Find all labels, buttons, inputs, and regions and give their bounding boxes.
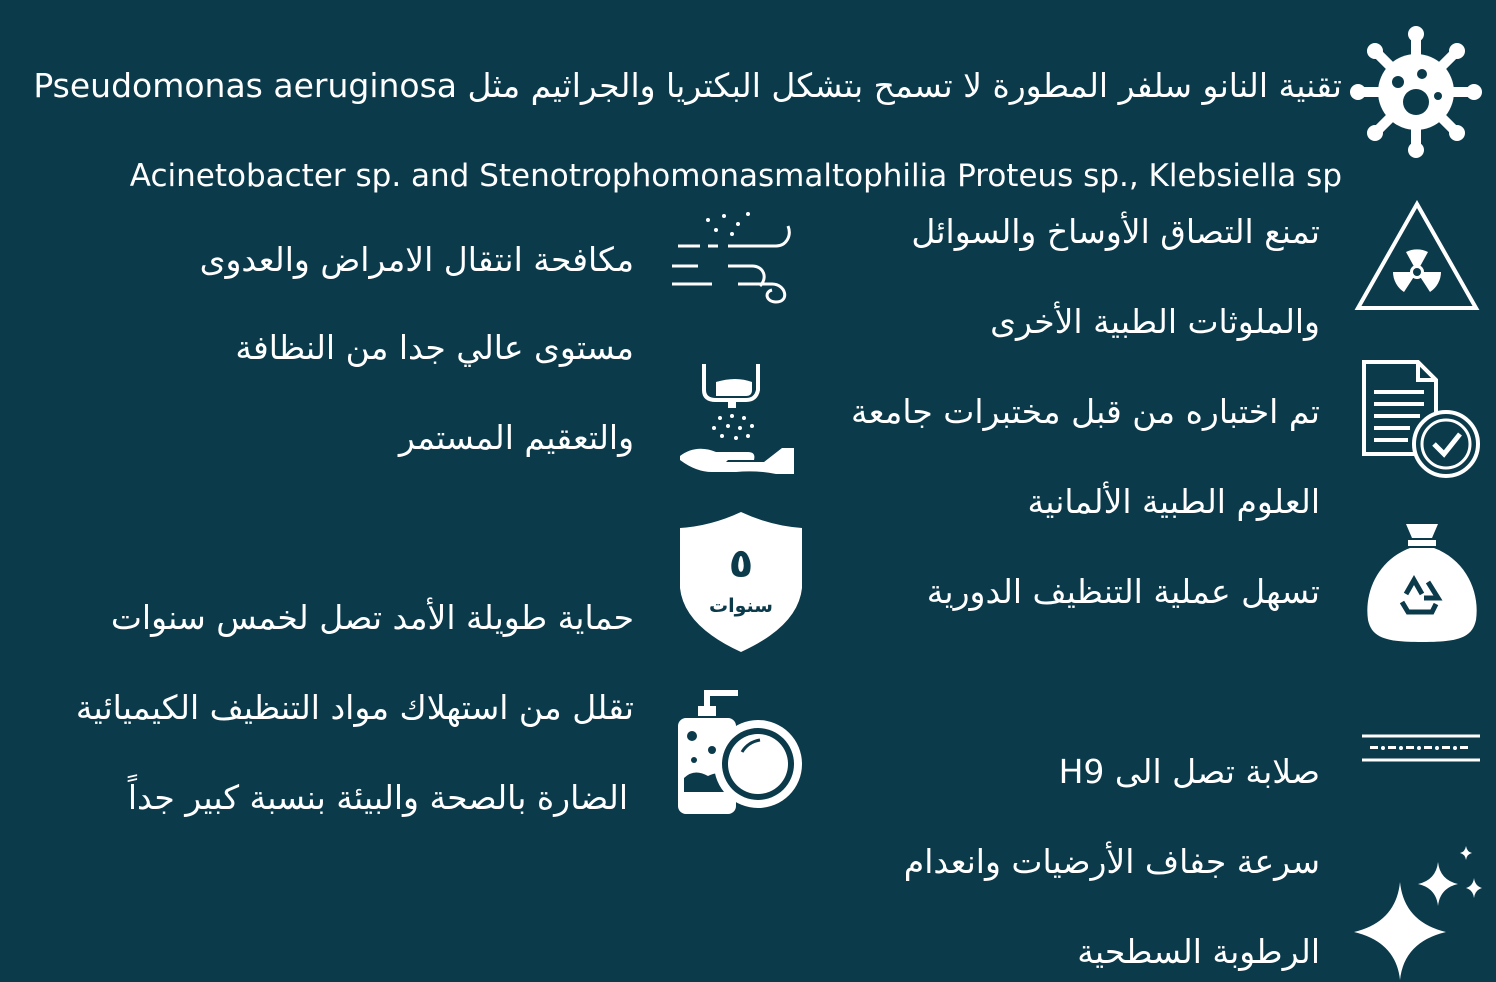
sanitizer-hand-icon [676, 360, 798, 476]
feature-cleaning-line-1: تسهل عملية التنظيف الدورية [926, 572, 1320, 611]
shield-5-years-icon [676, 508, 806, 656]
surface-layer-icon [1362, 730, 1482, 766]
header-line-2: Acinetobacter sp. and Stenotrophomonasmaltophilia Proteus sp., Klebsiella sp [129, 158, 1342, 194]
feature-stain-line-2: والملوثات الطبية الأخرى [990, 302, 1320, 341]
shield-number: ٥ [728, 541, 754, 587]
feature-hygiene-line-2: والتعقيم المستمر [398, 418, 634, 457]
recycle-bag-icon [1362, 520, 1482, 644]
shield-label: سنوات [709, 595, 773, 617]
soap-dish-icon [674, 688, 806, 818]
airborne-spread-icon [668, 206, 802, 306]
certified-document-icon [1360, 358, 1482, 480]
sparkle-icon [1350, 842, 1490, 980]
feature-tested-line-2: العلوم الطبية الألمانية [1027, 482, 1320, 521]
feature-drying-line-2: الرطوبة السطحية [1077, 932, 1320, 971]
feature-chemicals-line-1: تقلل من استهلاك مواد التنظيف الكيميائية [75, 688, 634, 727]
feature-hardness-line-1: صلابة تصل الى H9 [1058, 752, 1320, 791]
feature-tested-line-1: تم اختباره من قبل مختبرات جامعة [851, 392, 1320, 431]
header-line-1: تقنية النانو سلفر المطورة لا تسمح بتشكل البكتريا والجراثيم مثل Pseudomonas aeruginosa [33, 66, 1342, 105]
feature-stain-line-1: تمنع التصاق الأوساخ والسوائل [911, 212, 1320, 251]
feature-hygiene-line-1: مستوى عالي جدا من النظافة [235, 328, 634, 367]
feature-drying-line-1: سرعة جفاف الأرضيات وانعدام [903, 842, 1320, 881]
hazard-triangle-icon [1354, 200, 1480, 312]
feature-protection-line-1: حماية طويلة الأمد تصل لخمس سنوات [110, 598, 634, 637]
feature-chemicals-line-2: الضارة بالصحة والبيئة بنسبة كبير جداً [127, 778, 628, 817]
feature-infection-line-1: مكافحة انتقال الامراض والعدوى [199, 240, 634, 279]
virus-icon [1350, 26, 1482, 158]
